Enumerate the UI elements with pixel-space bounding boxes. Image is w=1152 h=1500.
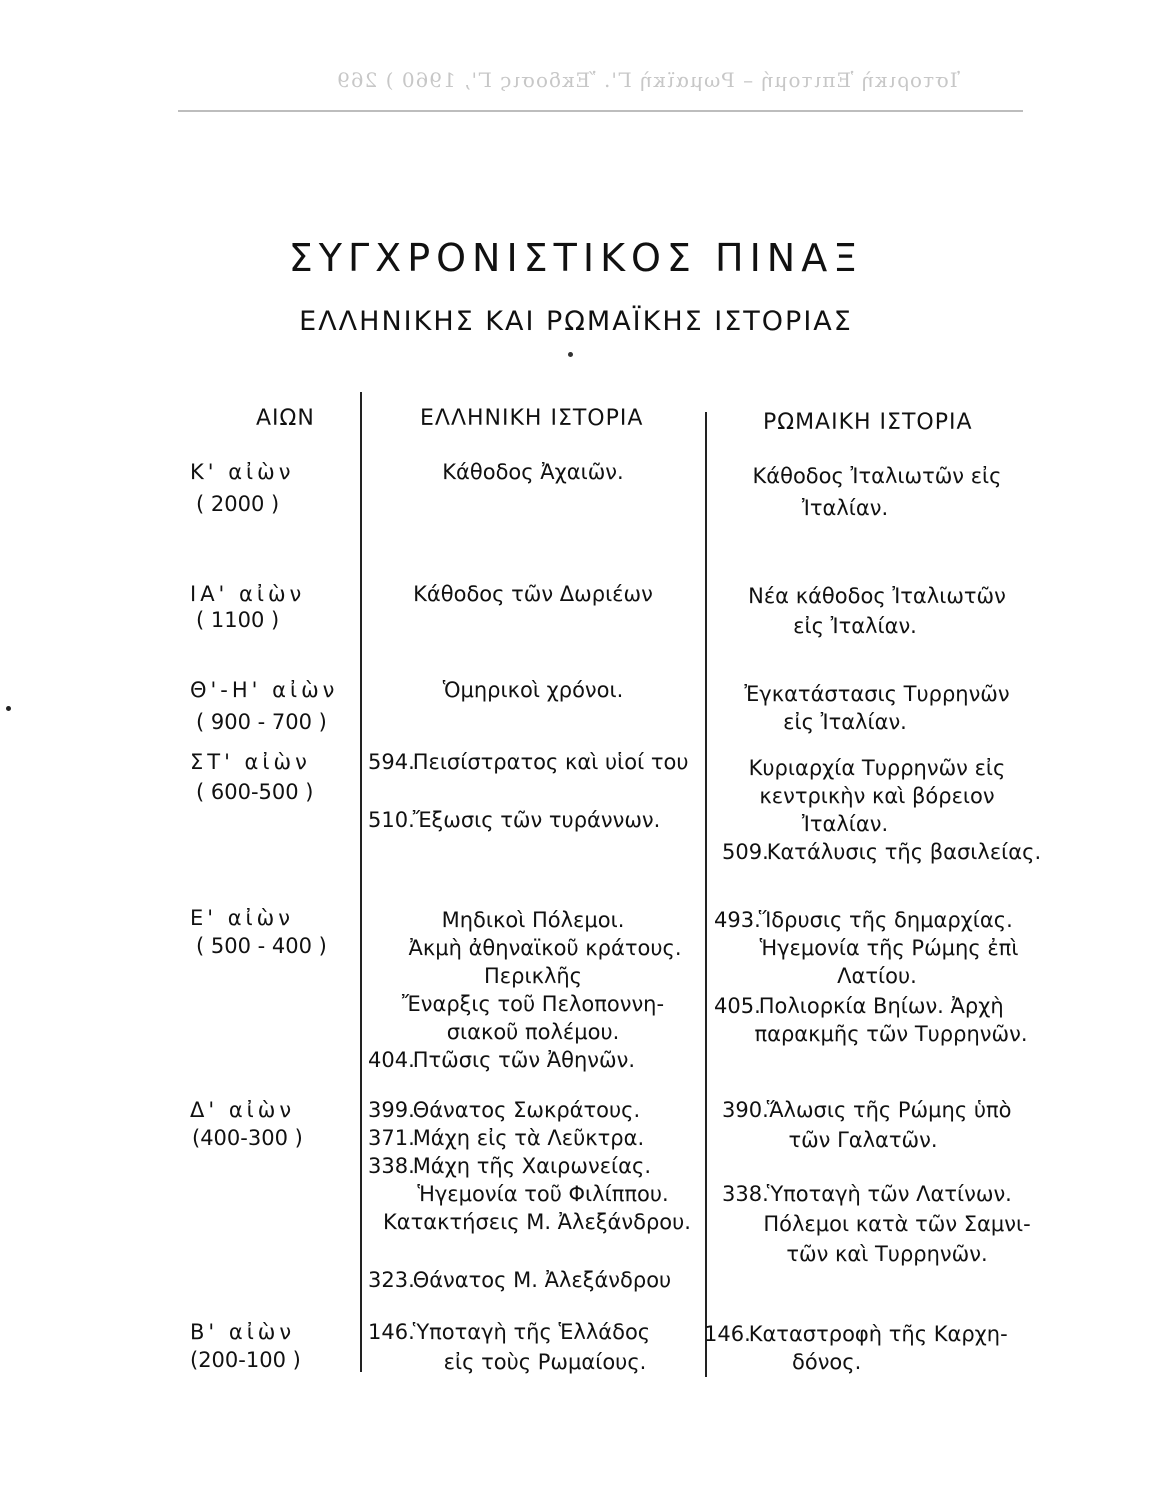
age-label: ΣΤ' αἰὼν <box>190 750 311 774</box>
roman-event: 390. Ἅλωσις τῆς Ρώμης ὑπὸ <box>722 1098 1012 1122</box>
roman-event: εἰς Ἰταλίαν. <box>783 710 907 734</box>
column-divider-left <box>360 392 362 1372</box>
margin-mark <box>6 706 11 711</box>
roman-event: 493. Ἵδρυσις τῆς δημαρχίας. <box>714 908 1013 932</box>
ornament-dot <box>568 352 573 357</box>
greek-event: 146. Ὑποταγὴ τῆς Ἑλλάδος <box>368 1320 651 1344</box>
roman-event: 146. Καταστροφὴ τῆς Καρχη- <box>704 1322 1008 1346</box>
greek-event: Ἀκμὴ ἀθηναϊκοῦ κράτους. <box>408 936 682 960</box>
greek-event: Ἔναρξις τοῦ Πελοποννη- <box>401 992 665 1016</box>
roman-event: Κάθοδος Ἰταλιωτῶν εἰς <box>752 464 1002 488</box>
roman-event: τῶν Γαλατῶν. <box>788 1128 938 1152</box>
greek-event: 594. Πεισίστρατος καὶ υἱοί του <box>368 750 689 774</box>
greek-event: 338. Μάχη τῆς Χαιρωνείας. <box>368 1154 651 1178</box>
bleed-through-rule <box>178 110 1023 112</box>
greek-event: Μηδικοὶ Πόλεμοι. <box>441 908 625 932</box>
roman-event: Κυριαρχία Τυρρηνῶν εἰς <box>748 756 1006 780</box>
greek-event: Ἡγεμονία τοῦ Φιλίππου. <box>417 1182 669 1206</box>
bleed-through-header: Ἱστορικὴ Ἐπιτομή – Ρωμαϊκὴ Γ'. Ἔκδοσις Γ', 1960 ) 269 <box>336 68 960 92</box>
greek-event: 404. Πτῶσις τῶν Ἀθηνῶν. <box>368 1048 636 1072</box>
roman-event: Νέα κάθοδος Ἰταλιωτῶν <box>748 584 1006 608</box>
roman-event: δόνος. <box>792 1350 862 1374</box>
age-years: (200-100 ) <box>190 1348 301 1372</box>
roman-event: 338. Ὑποταγὴ τῶν Λατίνων. <box>722 1182 1012 1206</box>
age-label: Θ'-Η' αἰὼν <box>190 678 339 702</box>
roman-event: 405. Πολιορκία Βηίων. Ἀρχὴ <box>714 994 1004 1018</box>
roman-event: κεντρικὴν καὶ βόρειον <box>759 784 995 808</box>
age-years: ( 900 - 700 ) <box>196 710 327 734</box>
page-subtitle: ΕΛΛΗΝΙΚΗΣ ΚΑΙ ΡΩΜΑΪΚΗΣ ΙΣΤΟΡΙΑΣ <box>299 306 853 337</box>
column-header-greek: ΕΛΛΗΝΙΚΗ ΙΣΤΟΡΙΑ <box>420 406 644 431</box>
age-label: ΙΑ' αἰὼν <box>190 582 306 606</box>
greek-event: 323. Θάνατος Μ. Ἀλεξάνδρου <box>368 1268 672 1292</box>
page-title: ΣΥΓΧΡΟΝΙΣΤΙΚΟΣ ΠΙΝΑΞ <box>288 236 864 280</box>
age-years: ( 1100 ) <box>196 608 280 632</box>
greek-event: εἰς τοὺς Ρωμαίους. <box>443 1350 647 1374</box>
age-years: ( 500 - 400 ) <box>196 934 327 958</box>
greek-event: 510. Ἔξωσις τῶν τυράννων. <box>368 808 661 832</box>
age-years: ( 600-500 ) <box>196 780 314 804</box>
age-years: (400-300 ) <box>192 1126 303 1150</box>
greek-event: Κάθοδος τῶν Δωριέων <box>413 582 653 606</box>
greek-event: 399. Θάνατος Σωκράτους. <box>368 1098 641 1122</box>
roman-event: Πόλεμοι κατὰ τῶν Σαμνι- <box>763 1212 1031 1236</box>
age-label: Κ' αἰὼν <box>190 460 295 484</box>
age-years: ( 2000 ) <box>196 492 280 516</box>
roman-event: Ἰταλίαν. <box>801 812 889 836</box>
greek-event: Κάθοδος Ἀχαιῶν. <box>442 460 624 484</box>
column-divider-right <box>705 412 707 1377</box>
column-header-roman: ΡΩΜΑΙΚΗ ΙΣΤΟΡΙΑ <box>763 410 973 435</box>
roman-event: παρακμῆς τῶν Τυρρηνῶν. <box>754 1022 1028 1046</box>
roman-event: εἰς Ἰταλίαν. <box>793 614 917 638</box>
age-label: Ε' αἰὼν <box>190 906 294 930</box>
greek-event: σιακοῦ πολέμου. <box>446 1020 620 1044</box>
roman-event: Ἰταλίαν. <box>801 496 889 520</box>
column-header-age: ΑΙΩΝ <box>256 406 315 431</box>
roman-event: Λατίου. <box>837 964 917 988</box>
greek-event: Περικλῆς <box>483 964 583 988</box>
roman-event: Ἡγεμονία τῆς Ρώμης ἐπὶ <box>759 936 1019 960</box>
roman-event: 509. Κατάλυσις τῆς βασιλείας. <box>722 840 1042 864</box>
greek-event: Ὁμηρικοὶ χρόνοι. <box>442 678 624 702</box>
greek-event: 371. Μάχη εἰς τὰ Λεῦκτρα. <box>368 1126 645 1150</box>
greek-event: Κατακτήσεις Μ. Ἀλεξάνδρου. <box>383 1210 691 1234</box>
roman-event: τῶν καὶ Τυρρηνῶν. <box>786 1242 988 1266</box>
age-label: Δ' αἰὼν <box>190 1098 296 1122</box>
roman-event: Ἐγκατάστασις Τυρρηνῶν <box>744 682 1010 706</box>
age-label: Β' αἰὼν <box>190 1320 296 1344</box>
